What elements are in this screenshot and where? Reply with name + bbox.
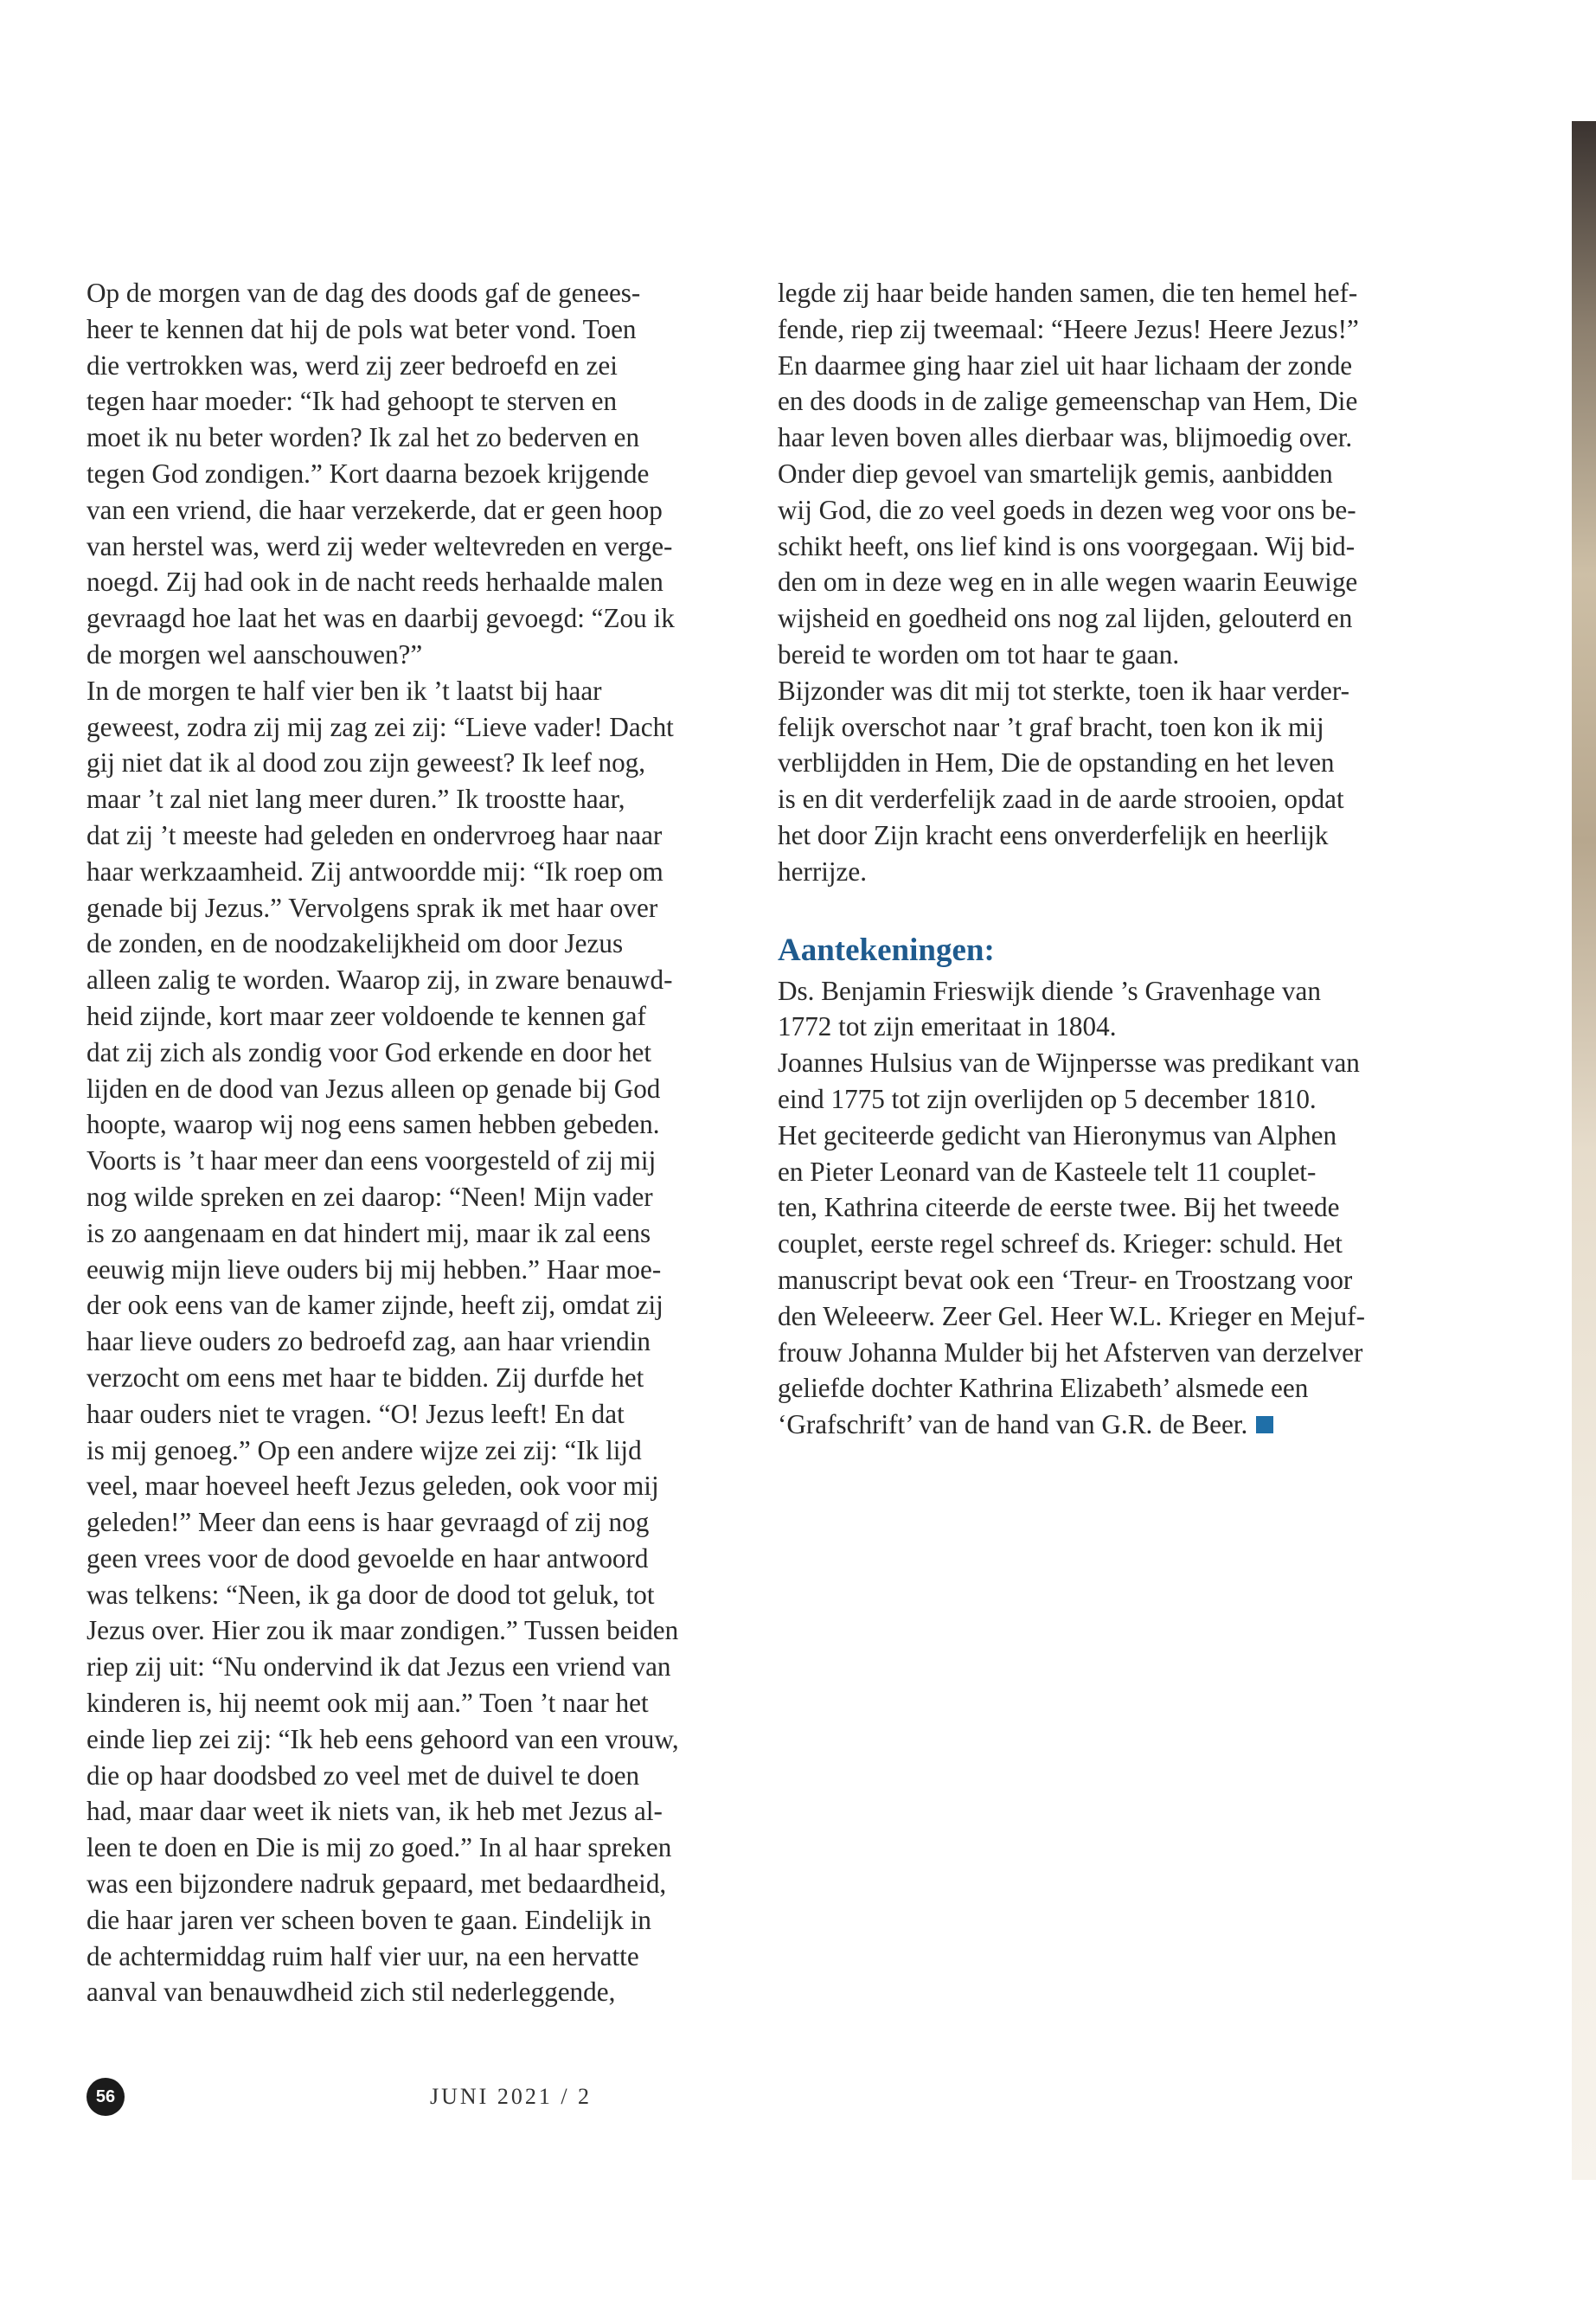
text-line: haar lieve ouders zo bedroefd zag, aan haar vriendin [87,1326,651,1357]
text-line: genade bij Jezus.” Vervolgens sprak ik met haar over [87,892,658,923]
text-line: tegen God zondigen.” Kort daarna bezoek krijgende [87,458,650,489]
text-line: en Pieter Leonard van de Kasteele telt 11 couplet- [778,1156,1317,1187]
text-line: frouw Johanna Mulder bij het Afsterven van derzelver [778,1336,1363,1368]
text-line: leen te doen en Die is mij zo goed.” In al haar spreken [87,1832,672,1863]
text-line: felijk overschot naar ’t graf bracht, toen kon ik mij [778,711,1324,742]
text-line: couplet, eerste regel schreef ds. Krieger: schuld. Het [778,1228,1343,1259]
text-line: eeuwig mijn lieve ouders bij mij hebben.” Haar moe- [87,1253,662,1285]
text-line: haar leven boven alles dierbaar was, blijmoedig over. [778,422,1353,453]
text-line: die haar jaren ver scheen boven te gaan. Eindelijk in [87,1904,651,1935]
text-line: legde zij haar beide handen samen, die ten hemel hef- [778,278,1358,308]
text-line: den Weleeerw. Zeer Gel. Heer W.L. Krieger en Mejuf- [778,1300,1365,1331]
text-line: noegd. Zij had ook in de nacht reeds herhaalde malen [87,567,663,598]
text-line: fende, riep zij tweemaal: “Heere Jezus! Heere Jezus!” [778,313,1359,344]
text-line: gij niet dat ik al dood zou zijn geweest? Ik leef nog, [87,747,646,779]
article-continuation [778,275,1431,890]
text-line: In de morgen te half vier ben ik ’t laatst bij haar [87,675,602,706]
text-line: geen vrees voor de dood gevoelde en haar antwoord [87,1542,649,1574]
text-line: maar ’t zal niet lang meer duren.” Ik troostte haar, [87,784,625,815]
text-line: haar werkzaamheid. Zij antwoordde mij: “Ik roep om [87,856,663,887]
text-line: dat zij ’t meeste had geleden en ondervroeg haar naar [87,819,663,850]
text-line: kinderen is, hij neemt ook mij aan.” Toen ’t naar het [87,1688,649,1719]
text-line: hoopte, waarop wij nog eens samen hebben gebeden. [87,1109,660,1140]
text-line: is en dit verderfelijk zaad in de aarde strooien, opdat [778,784,1344,815]
text-line: alleen zalig te worden. Waarop zij, in zware benauwd- [87,965,673,996]
text-line: Joannes Hulsius van de Wijnpersse was predikant van [778,1048,1360,1079]
text-line: 1772 tot zijn emeritaat in 1804. [778,1011,1117,1042]
text-line: Jezus over. Hier zou ik maar zondigen.” Tussen beiden [87,1615,679,1646]
text-line: riep zij uit: “Nu ondervind ik dat Jezus een vriend van [87,1651,671,1682]
text-line: den om in deze weg en in alle wegen waarin Eeuwige [778,567,1358,598]
text-line: veel, maar hoeveel heeft Jezus geleden, ook voor mij [87,1471,659,1502]
adjacent-page-photo-edge [1572,121,1596,2180]
text-line: verblijdden in Hem, Die de opstanding en het leven [778,747,1335,779]
text-line: heid zijnde, kort maar zeer voldoende te kennen gaf [87,1000,646,1031]
text-line: Het geciteerde gedicht van Hieronymus van Alphen [778,1119,1337,1150]
text-line: het door Zijn kracht eens onverderfelijk en heerlijk [778,819,1329,850]
text-line: verzocht om eens met haar te bidden. Zij durfde het [87,1362,644,1393]
text-line: van een vriend, die haar verzekerde, dat er geen hoop [87,494,663,525]
notes-body [778,973,1431,1443]
text-line: nog wilde spreken en zei daarop: “Neen! Mijn vader [87,1181,653,1212]
text-line: had, maar daar weet ik niets van, ik heb met Jezus al- [87,1796,663,1827]
text-line: Op de morgen van de dag des doods gaf de genees- [87,278,641,308]
text-line: herrijze. [778,856,868,887]
text-line: einde liep zei zij: “Ik heb eens gehoord van een vrouw, [87,1723,679,1754]
text-line: dat zij zich als zondig voor God erkende en door het [87,1036,651,1067]
article-column-left [87,275,740,2010]
notes-heading: Aantekeningen: [778,932,995,968]
text-line: geweest, zodra zij mij zag zei zij: “Lieve vader! Dacht [87,711,674,742]
text-line: lijden en de dood van Jezus alleen op genade bij God [87,1073,661,1104]
text-line: manuscript bevat ook een ‘Treur- en Troostzang voor [778,1264,1353,1295]
text-line: aanval van benauwdheid zich stil nederleggende, [87,1977,616,2008]
text-line: En daarmee ging haar ziel uit haar lichaam der zonde [778,349,1353,381]
text-line: geleden!” Meer dan eens is haar gevraagd of zij nog [87,1507,650,1538]
text-line: de achtermiddag ruim half vier uur, na een hervatte [87,1940,639,1971]
text-line: ‘Grafschrift’ van de hand van G.R. de Beer. [778,1407,1431,1443]
text-line: van herstel was, werd zij weder weltevreden en verge- [87,530,673,561]
text-line: tegen haar moeder: “Ik had gehoopt te sterven en [87,386,618,417]
text-line: ten, Kathrina citeerde de eerste twee. Bij het tweede [778,1192,1340,1223]
text-line: Voorts is ’t haar meer dan eens voorgesteld of zij mij [87,1145,657,1176]
text-line: is mij genoeg.” Op een andere wijze zei zij: “Ik lijd [87,1434,642,1465]
text-line: Ds. Benjamin Frieswijk diende ’s Gravenhage van [778,975,1321,1006]
text-line: was telkens: “Neen, ik ga door de dood tot geluk, tot [87,1579,655,1610]
text-line: was een bijzondere nadruk gepaard, met bedaardheid, [87,1868,667,1900]
issue-label: JUNI 2021 / 2 [430,2084,593,2109]
text-line: wijsheid en goedheid ons nog zal lijden, gelouterd en [778,603,1353,634]
text-line: de morgen wel aanschouwen?” [87,638,423,670]
text-line: bereid te worden om tot haar te gaan. [778,638,1180,670]
text-line: is zo aangenaam en dat hindert mij, maar ik zal eens [87,1217,651,1248]
text-line: en des doods in de zalige gemeenschap van Hem, Die [778,386,1358,417]
text-line: die op haar doodsbed zo veel met de duivel te doen [87,1759,640,1791]
text-line: der ook eens van de kamer zijnde, heeft zij, omdat zij [87,1290,663,1321]
text-line: eind 1775 tot zijn overlijden op 5 december 1810. [778,1083,1317,1114]
text-line: Onder diep gevoel van smartelijk gemis, aanbidden [778,458,1333,489]
text-line: schikt heeft, ons lief kind is ons voorgegaan. Wij bid- [778,530,1356,561]
text-line: de zonden, en de noodzakelijkheid om door Jezus [87,928,624,959]
text-line: geliefde dochter Kathrina Elizabeth’ alsmede een [778,1373,1309,1404]
text-line: heer te kennen dat hij de pols wat beter vond. Toen [87,313,637,344]
text-line: gevraagd hoe laat het was en daarbij gevoegd: “Zou ik [87,603,675,634]
text-line: die vertrokken was, werd zij zeer bedroefd en zei [87,349,618,381]
text-line: Bijzonder was dit mij tot sterkte, toen ik haar verder- [778,675,1350,706]
article-column-right [778,275,1431,1443]
page-number-badge: 56 [87,2078,125,2116]
text-line: wij God, die zo veel goeds in dezen weg voor ons be- [778,494,1356,525]
end-of-article-square-icon [1256,1416,1273,1433]
text-line: haar ouders niet te vragen. “O! Jezus leeft! En dat [87,1398,625,1429]
text-line: moet ik nu beter worden? Ik zal het zo bederven en [87,422,640,453]
